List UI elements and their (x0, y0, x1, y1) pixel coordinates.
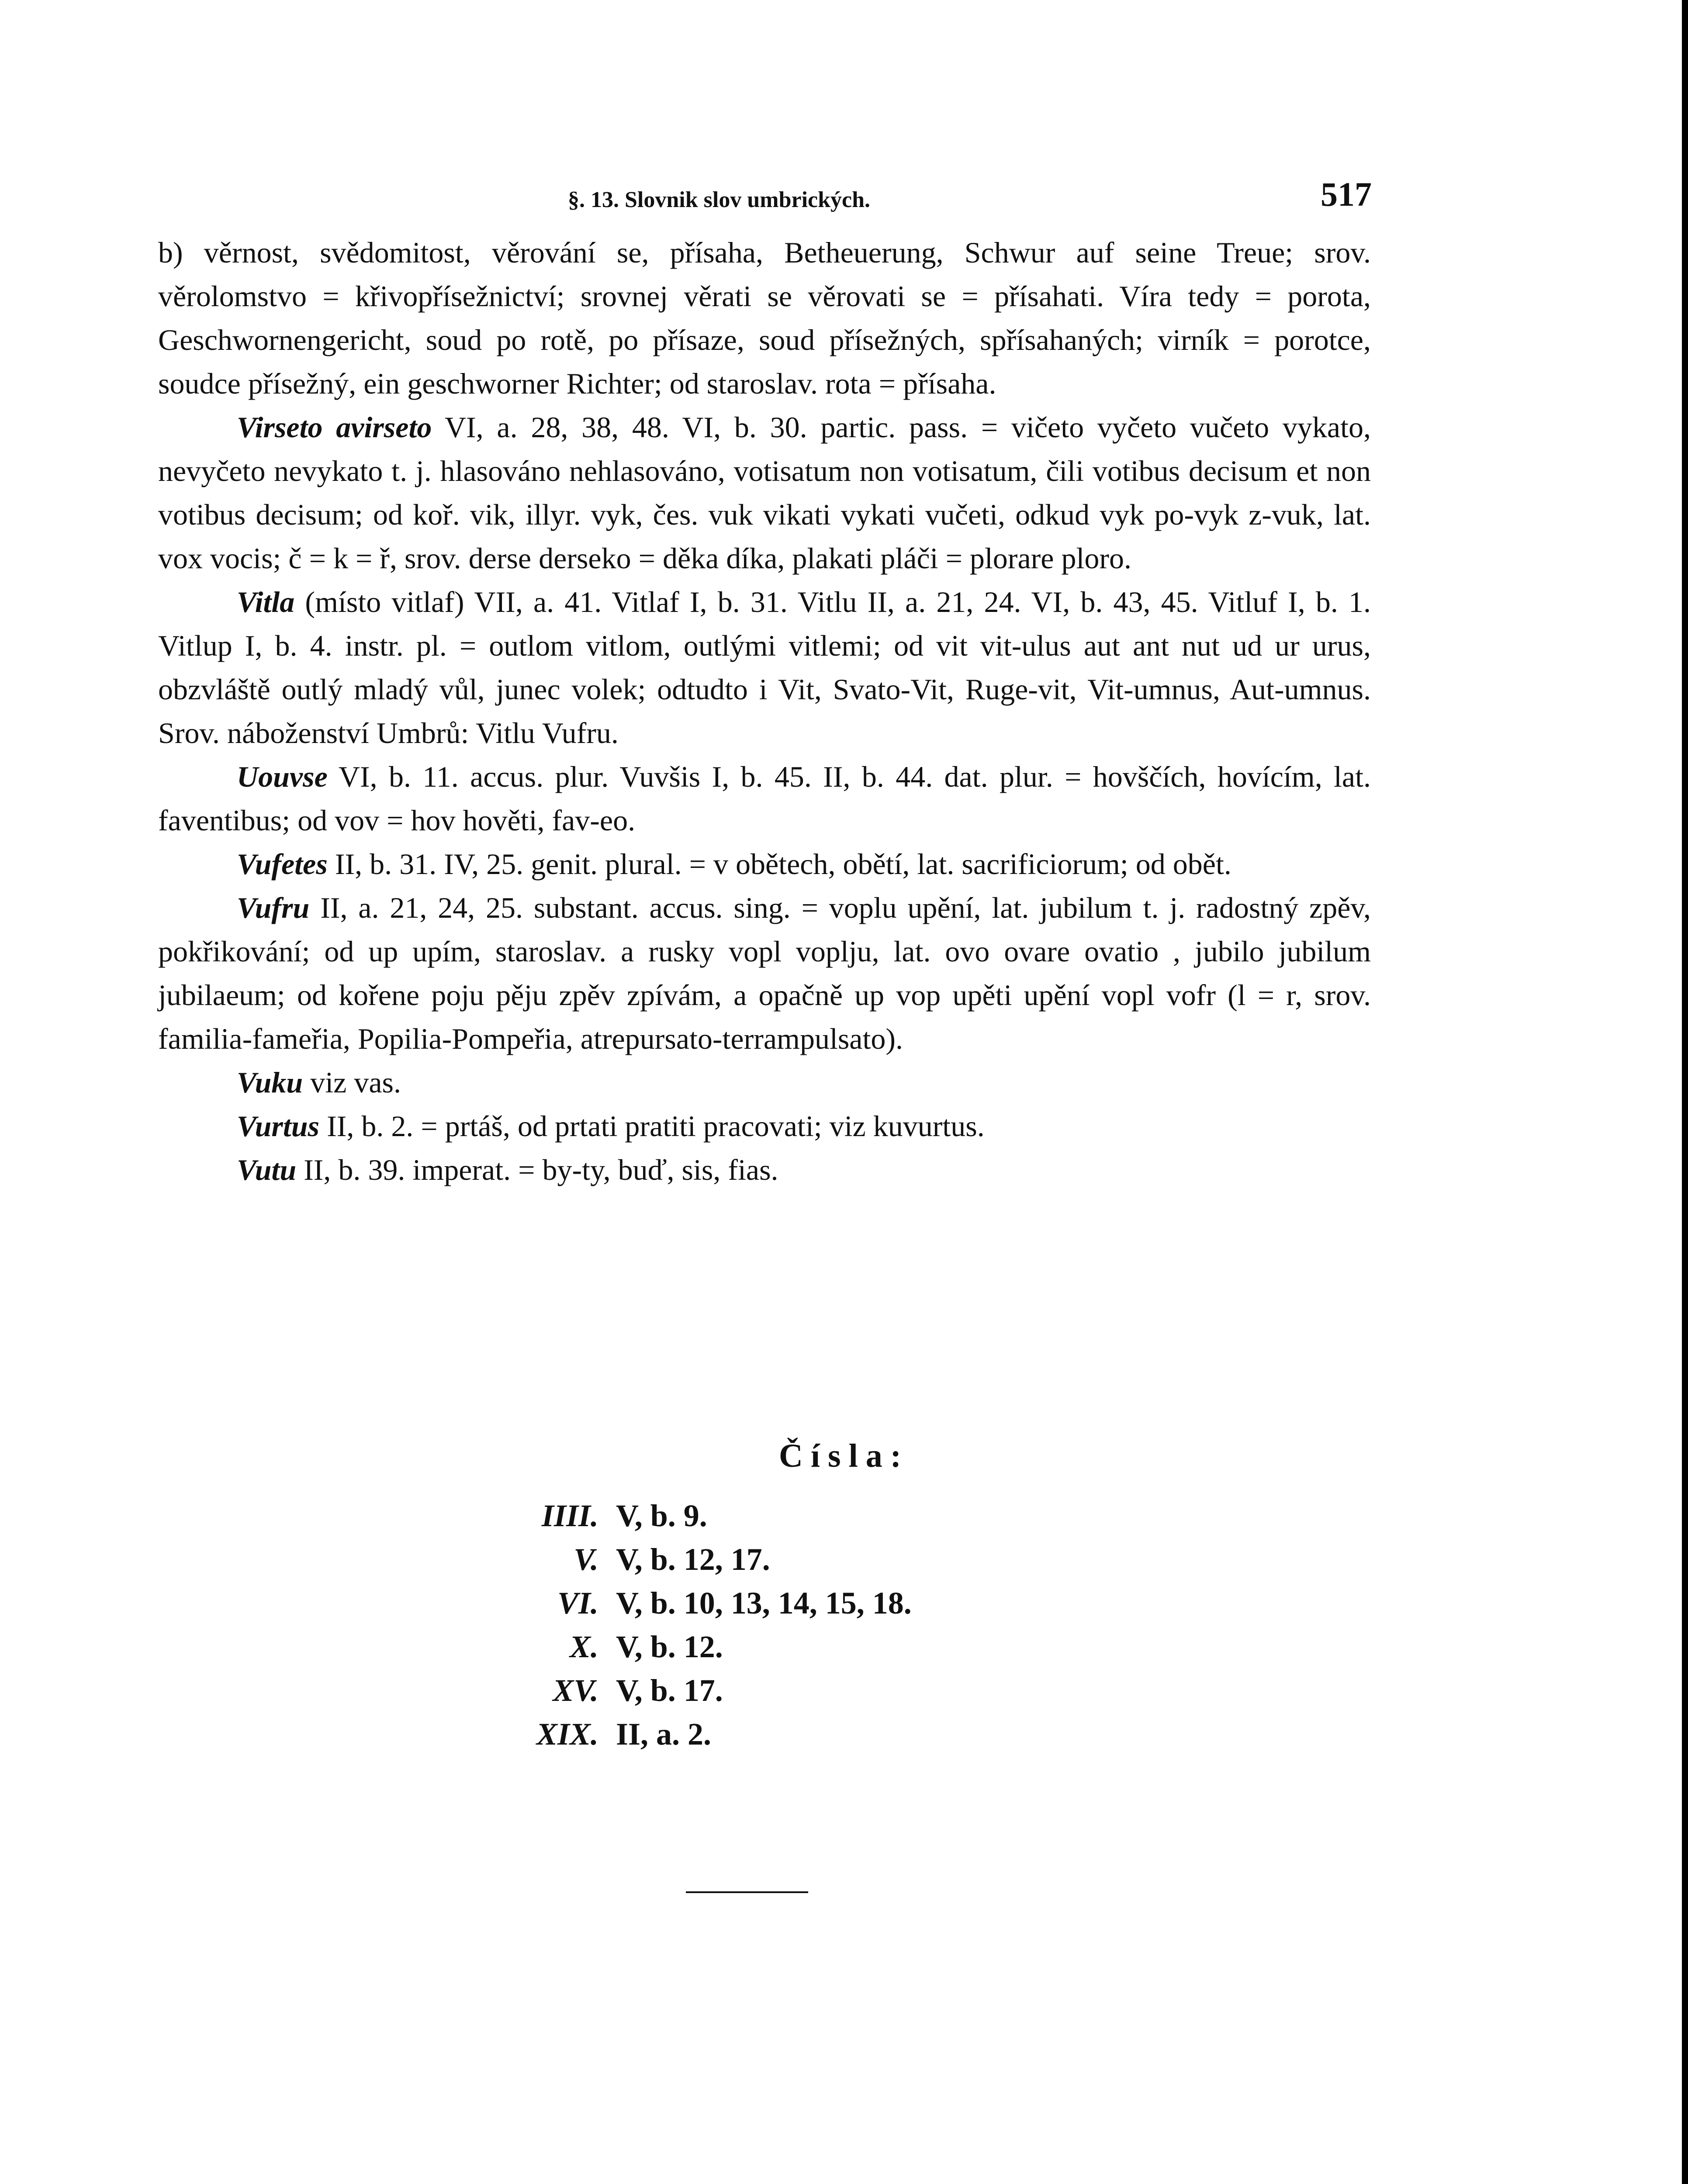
page-header (157, 175, 1372, 223)
numeral: X. (569, 1629, 598, 1664)
entry-vutu (158, 1148, 1371, 1192)
page-number: 517 (1321, 175, 1372, 213)
numeral: IIII. (541, 1498, 598, 1533)
entry-uouvse (158, 755, 1371, 842)
numeral-reference: V, b. 17. (616, 1673, 723, 1708)
entry-lemma: Uouvse (237, 760, 328, 793)
numeral-row (481, 1538, 912, 1581)
numeral-row (481, 1494, 912, 1538)
numeral: XIX. (536, 1717, 598, 1752)
entry-text: II, b. 39. imperat. = by-ty, buď, sis, fias. (296, 1153, 778, 1186)
entry-lemma: Vitla (237, 585, 295, 619)
entry-text: viz vas. (303, 1066, 401, 1099)
numerals-list (481, 1494, 912, 1756)
entry-text: VI, b. 11. accus. plur. Vuvšis I, b. 45. II, b. 44. dat. plur. = hovščích, hovícím, lat. faventibus; od vov = hov hověti, fav-eo. (158, 760, 1371, 837)
scan-right-edge (1682, 0, 1688, 2184)
entry-lemma: Vurtus (237, 1109, 320, 1143)
numeral-row (481, 1712, 912, 1756)
numeral-reference: V, b. 10, 13, 14, 15, 18. (616, 1586, 912, 1621)
running-title: §. 13. Slovnik slov umbrických. (568, 187, 871, 212)
entry-lemma: Vuku (237, 1066, 303, 1099)
section-heading-cisla: Čísla: (779, 1438, 909, 1474)
numeral: V. (574, 1542, 598, 1577)
numeral-row (481, 1625, 912, 1669)
numeral-row (481, 1669, 912, 1712)
entry-lemma: Vufetes (237, 847, 328, 881)
entry-vurtus (158, 1104, 1371, 1148)
closing-rule (686, 1891, 808, 1893)
entry-lemma: Vutu (237, 1153, 297, 1186)
entry-vufetes (158, 842, 1371, 886)
entry-lemma: Vufru (237, 891, 310, 924)
entry-vufru (158, 886, 1371, 1061)
numeral-row (481, 1581, 912, 1625)
entry-text: II, a. 21, 24, 25. substant. accus. sing. = voplu upění, lat. jubilum t. j. radostný zpěv, pokřikování; od up upím, staroslav. a rusky vopl voplju, lat. ovo ovare ovatio , jubilo jubilum jubilaeum; od kořene poju pěju zpěv zpívám, a opačně up vop upěti upění vopl vofr (l = r, srov. familia-fameřia, Popilia-Pompeřia, atrepursato-terrampulsato). (158, 891, 1371, 1055)
numeral-reference: V, b. 12, 17. (616, 1542, 770, 1577)
entry-text: II, b. 31. IV, 25. genit. plural. = v obětech, obětí, lat. sacrificiorum; od obět. (327, 847, 1231, 881)
entry-vitla (158, 580, 1371, 755)
entry-text: VI, a. 28, 38, 48. VI, b. 30. partic. pass. = vičeto vyčeto vučeto vykato, nevyčeto nevykato t. j. hlasováno nehlasováno, votisatum non votisatum, čili votibus decisum et non votibus decisum; od koř. vik, illyr. vyk, čes. vuk vikati vykati vučeti, odkud vyk po-vyk z-vuk, lat. vox vocis; č = k = ř, srov. derse derseko = děka díka, plakati pláči = plorare ploro. (158, 411, 1371, 575)
continuation-paragraph (158, 231, 1371, 405)
numeral-reference: V, b. 12. (616, 1629, 723, 1664)
numeral: VI. (557, 1586, 598, 1621)
entry-lemma: Virseto avirseto (237, 411, 432, 444)
dictionary-text (158, 231, 1371, 1192)
numeral-reference: II, a. 2. (616, 1717, 712, 1752)
entry-vuku (158, 1061, 1371, 1104)
numeral: XV. (553, 1673, 598, 1708)
entry-text: (místo vitlaf) VII, a. 41. Vitlaf I, b. 31. Vitlu II, a. 21, 24. VI, b. 43, 45. Vitluf I, b. 1. Vitlup I, b. 4. instr. pl. = outlom vitlom, outlými vitlemi; od vit vit-ulus aut ant nut ud ur urus, obzvláště outlý mladý vůl, junec volek; odtudto i Vit, Svato-Vit, Ruge-vit, Vit-umnus, Aut-umnus. Srov. náboženství Umbrů: Vitlu Vufru. (158, 585, 1371, 750)
numeral-reference: V, b. 9. (616, 1498, 707, 1533)
entry-text: II, b. 2. = prtáš, od prtati pratiti pracovati; viz kuvurtus. (319, 1109, 985, 1143)
entry-text: b) věrnost, svědomitost, věrování se, přísaha, Betheuerung, Schwur auf seine Treue; srov. věrolomstvo = křivopřísežnictví; srovnej věrati se věrovati se = přísahati. Víra tedy = porota, Geschwornengericht, soud po rotě, po přísaze, soud přísežných, spřísahaných; virník = porotce, soudce přísežný, ein geschworner Richter; od staroslav. rota = přísaha. (158, 236, 1371, 400)
entry-virseto (158, 405, 1371, 580)
